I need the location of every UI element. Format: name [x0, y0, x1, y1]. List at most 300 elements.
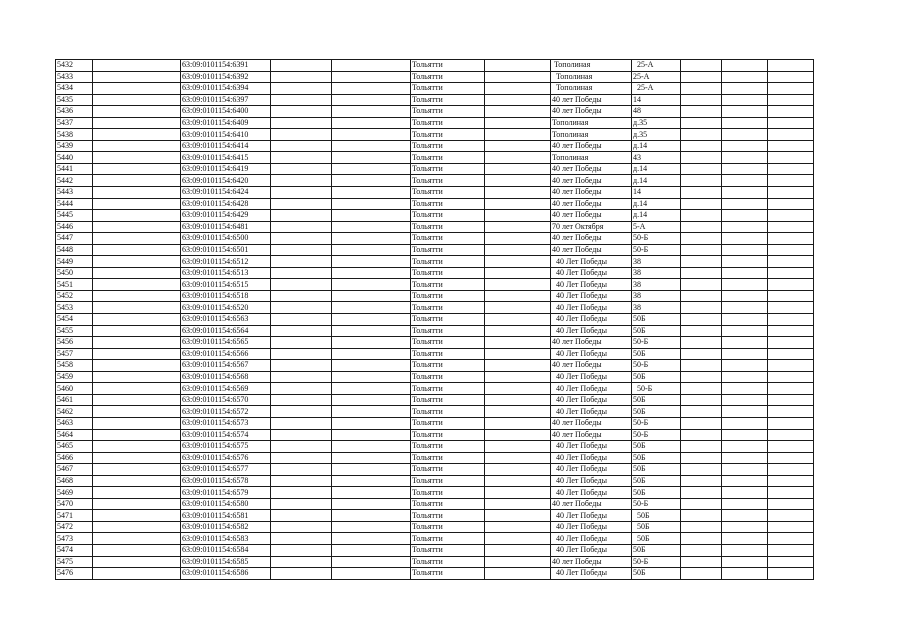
blank-cell-g — [768, 314, 814, 326]
row-number-cell: 5439 — [56, 140, 93, 152]
city-cell: Тольятти — [411, 244, 485, 256]
table-row — [56, 325, 814, 337]
blank-cell-a — [93, 187, 181, 199]
blank-cell-b — [271, 187, 332, 199]
blank-cell-g — [768, 544, 814, 556]
blank-cell-e — [681, 441, 722, 453]
blank-cell-g — [768, 163, 814, 175]
blank-cell-b — [271, 360, 332, 372]
blank-cell-c — [332, 383, 411, 395]
blank-cell-f — [722, 279, 768, 291]
row-number-cell: 5474 — [56, 544, 93, 556]
blank-cell-g — [768, 441, 814, 453]
city-cell: Тольятти — [411, 106, 485, 118]
blank-cell-f — [722, 117, 768, 129]
house-number-cell: 25-А — [632, 83, 681, 95]
house-number-cell: 50Б — [632, 371, 681, 383]
table-row — [56, 198, 814, 210]
blank-cell-g — [768, 267, 814, 279]
row-number-cell: 5435 — [56, 94, 93, 106]
blank-cell-c — [332, 441, 411, 453]
blank-cell-c — [332, 94, 411, 106]
blank-cell-d — [485, 256, 551, 268]
row-number-cell: 5472 — [56, 521, 93, 533]
blank-cell-e — [681, 510, 722, 522]
table-row — [56, 417, 814, 429]
blank-cell-c — [332, 337, 411, 349]
blank-cell-b — [271, 71, 332, 83]
blank-cell-c — [332, 210, 411, 222]
cadastral-number-cell: 63:09:0101154:6573 — [181, 417, 271, 429]
blank-cell-b — [271, 533, 332, 545]
city-cell: Тольятти — [411, 314, 485, 326]
row-number-cell: 5458 — [56, 360, 93, 372]
blank-cell-b — [271, 140, 332, 152]
row-number-cell: 5449 — [56, 256, 93, 268]
blank-cell-a — [93, 544, 181, 556]
row-number-cell: 5461 — [56, 394, 93, 406]
table-row — [56, 348, 814, 360]
table-row — [56, 83, 814, 95]
blank-cell-c — [332, 556, 411, 568]
house-number-cell: 50Б — [632, 452, 681, 464]
cadastral-number-cell: 63:09:0101154:6409 — [181, 117, 271, 129]
blank-cell-g — [768, 244, 814, 256]
blank-cell-d — [485, 83, 551, 95]
blank-cell-a — [93, 106, 181, 118]
blank-cell-b — [271, 152, 332, 164]
blank-cell-g — [768, 117, 814, 129]
table-row — [56, 267, 814, 279]
blank-cell-g — [768, 429, 814, 441]
cadastral-number-cell: 63:09:0101154:6575 — [181, 441, 271, 453]
blank-cell-a — [93, 163, 181, 175]
street-cell: 40 Лет Победы — [551, 302, 632, 314]
blank-cell-f — [722, 348, 768, 360]
table-row — [56, 175, 814, 187]
house-number-cell: д.35 — [632, 117, 681, 129]
blank-cell-a — [93, 417, 181, 429]
blank-cell-f — [722, 556, 768, 568]
city-cell: Тольятти — [411, 544, 485, 556]
street-cell: 40 Лет Победы — [551, 267, 632, 279]
table-row — [56, 475, 814, 487]
blank-cell-b — [271, 429, 332, 441]
blank-cell-d — [485, 140, 551, 152]
city-cell: Тольятти — [411, 371, 485, 383]
blank-cell-a — [93, 279, 181, 291]
cadastral-number-cell: 63:09:0101154:6568 — [181, 371, 271, 383]
blank-cell-g — [768, 187, 814, 199]
row-number-cell: 5465 — [56, 441, 93, 453]
cadastral-number-cell: 63:09:0101154:6563 — [181, 314, 271, 326]
street-cell: 40 лет Победы — [551, 244, 632, 256]
blank-cell-c — [332, 83, 411, 95]
blank-cell-c — [332, 244, 411, 256]
blank-cell-a — [93, 360, 181, 372]
table-row — [56, 383, 814, 395]
blank-cell-e — [681, 140, 722, 152]
city-cell: Тольятти — [411, 233, 485, 245]
blank-cell-f — [722, 198, 768, 210]
row-number-cell: 5466 — [56, 452, 93, 464]
street-cell: Тополиная — [551, 117, 632, 129]
row-number-cell: 5433 — [56, 71, 93, 83]
table-row — [56, 279, 814, 291]
blank-cell-e — [681, 187, 722, 199]
blank-cell-f — [722, 152, 768, 164]
house-number-cell: 50-Б — [632, 244, 681, 256]
row-number-cell: 5476 — [56, 568, 93, 580]
blank-cell-d — [485, 348, 551, 360]
blank-cell-c — [332, 175, 411, 187]
blank-cell-d — [485, 60, 551, 72]
blank-cell-d — [485, 267, 551, 279]
cadastral-number-cell: 63:09:0101154:6501 — [181, 244, 271, 256]
row-number-cell: 5462 — [56, 406, 93, 418]
row-number-cell: 5459 — [56, 371, 93, 383]
table-row — [56, 117, 814, 129]
house-number-cell: 50Б — [632, 464, 681, 476]
row-number-cell: 5473 — [56, 533, 93, 545]
row-number-cell: 5451 — [56, 279, 93, 291]
house-number-cell: 50-Б — [632, 498, 681, 510]
city-cell: Тольятти — [411, 221, 485, 233]
blank-cell-d — [485, 314, 551, 326]
blank-cell-d — [485, 510, 551, 522]
row-number-cell: 5438 — [56, 129, 93, 141]
blank-cell-a — [93, 406, 181, 418]
street-cell: 40 лет Победы — [551, 556, 632, 568]
blank-cell-d — [485, 175, 551, 187]
blank-cell-f — [722, 221, 768, 233]
street-cell: Тополиная — [551, 83, 632, 95]
blank-cell-a — [93, 394, 181, 406]
house-number-cell: 38 — [632, 267, 681, 279]
blank-cell-c — [332, 521, 411, 533]
blank-cell-a — [93, 510, 181, 522]
blank-cell-g — [768, 210, 814, 222]
table-row — [56, 371, 814, 383]
blank-cell-c — [332, 290, 411, 302]
street-cell: 40 Лет Победы — [551, 406, 632, 418]
blank-cell-a — [93, 129, 181, 141]
blank-cell-e — [681, 337, 722, 349]
blank-cell-a — [93, 452, 181, 464]
blank-cell-f — [722, 371, 768, 383]
blank-cell-e — [681, 233, 722, 245]
street-cell: 40 лет Победы — [551, 198, 632, 210]
blank-cell-b — [271, 521, 332, 533]
table-row — [56, 290, 814, 302]
blank-cell-g — [768, 279, 814, 291]
blank-cell-b — [271, 129, 332, 141]
blank-cell-g — [768, 94, 814, 106]
cadastral-number-cell: 63:09:0101154:6424 — [181, 187, 271, 199]
city-cell: Тольятти — [411, 348, 485, 360]
blank-cell-f — [722, 106, 768, 118]
house-number-cell: д.14 — [632, 163, 681, 175]
blank-cell-b — [271, 117, 332, 129]
blank-cell-c — [332, 302, 411, 314]
blank-cell-e — [681, 314, 722, 326]
blank-cell-f — [722, 452, 768, 464]
blank-cell-g — [768, 152, 814, 164]
blank-cell-e — [681, 487, 722, 499]
blank-cell-a — [93, 475, 181, 487]
cadastral-number-cell: 63:09:0101154:6586 — [181, 568, 271, 580]
blank-cell-c — [332, 498, 411, 510]
blank-cell-b — [271, 175, 332, 187]
blank-cell-g — [768, 510, 814, 522]
row-number-cell: 5455 — [56, 325, 93, 337]
cadastral-number-cell: 63:09:0101154:6481 — [181, 221, 271, 233]
table-row — [56, 464, 814, 476]
blank-cell-e — [681, 152, 722, 164]
blank-cell-g — [768, 394, 814, 406]
blank-cell-d — [485, 417, 551, 429]
table-row — [56, 406, 814, 418]
row-number-cell: 5450 — [56, 267, 93, 279]
blank-cell-c — [332, 60, 411, 72]
blank-cell-a — [93, 267, 181, 279]
blank-cell-b — [271, 556, 332, 568]
row-number-cell: 5469 — [56, 487, 93, 499]
blank-cell-e — [681, 256, 722, 268]
blank-cell-b — [271, 210, 332, 222]
blank-cell-e — [681, 544, 722, 556]
blank-cell-b — [271, 198, 332, 210]
table-row — [56, 233, 814, 245]
street-cell: 40 Лет Победы — [551, 290, 632, 302]
house-number-cell: 50Б — [632, 510, 681, 522]
table-row — [56, 556, 814, 568]
street-cell: 40 лет Победы — [551, 429, 632, 441]
city-cell: Тольятти — [411, 406, 485, 418]
table-row — [56, 314, 814, 326]
house-number-cell: 50Б — [632, 521, 681, 533]
blank-cell-c — [332, 452, 411, 464]
blank-cell-f — [722, 256, 768, 268]
blank-cell-f — [722, 533, 768, 545]
house-number-cell: 25-А — [632, 60, 681, 72]
blank-cell-b — [271, 371, 332, 383]
house-number-cell: 50Б — [632, 325, 681, 337]
blank-cell-g — [768, 302, 814, 314]
table-row — [56, 129, 814, 141]
blank-cell-e — [681, 71, 722, 83]
blank-cell-a — [93, 244, 181, 256]
row-number-cell: 5456 — [56, 337, 93, 349]
street-cell: Тополиная — [551, 60, 632, 72]
cadastral-number-cell: 63:09:0101154:6500 — [181, 233, 271, 245]
blank-cell-e — [681, 129, 722, 141]
table-row — [56, 360, 814, 372]
blank-cell-g — [768, 533, 814, 545]
street-cell: 40 лет Победы — [551, 94, 632, 106]
street-cell: 40 лет Победы — [551, 140, 632, 152]
house-number-cell: 50Б — [632, 487, 681, 499]
city-cell: Тольятти — [411, 279, 485, 291]
cadastral-number-cell: 63:09:0101154:6428 — [181, 198, 271, 210]
blank-cell-f — [722, 94, 768, 106]
blank-cell-c — [332, 568, 411, 580]
blank-cell-e — [681, 464, 722, 476]
blank-cell-a — [93, 429, 181, 441]
blank-cell-e — [681, 348, 722, 360]
blank-cell-f — [722, 210, 768, 222]
house-number-cell: 38 — [632, 302, 681, 314]
house-number-cell: 50-Б — [632, 556, 681, 568]
city-cell: Тольятти — [411, 521, 485, 533]
row-number-cell: 5468 — [56, 475, 93, 487]
cadastral-number-cell: 63:09:0101154:6414 — [181, 140, 271, 152]
cadastral-number-cell: 63:09:0101154:6400 — [181, 106, 271, 118]
blank-cell-f — [722, 175, 768, 187]
cadastral-number-cell: 63:09:0101154:6581 — [181, 510, 271, 522]
city-cell: Тольятти — [411, 429, 485, 441]
blank-cell-f — [722, 360, 768, 372]
table-row — [56, 544, 814, 556]
blank-cell-e — [681, 267, 722, 279]
blank-cell-a — [93, 290, 181, 302]
row-number-cell: 5437 — [56, 117, 93, 129]
blank-cell-e — [681, 221, 722, 233]
table-row — [56, 256, 814, 268]
city-cell: Тольятти — [411, 256, 485, 268]
blank-cell-d — [485, 117, 551, 129]
house-number-cell: д.14 — [632, 140, 681, 152]
table-row — [56, 394, 814, 406]
house-number-cell: 50Б — [632, 568, 681, 580]
blank-cell-a — [93, 221, 181, 233]
city-cell: Тольятти — [411, 568, 485, 580]
blank-cell-b — [271, 244, 332, 256]
blank-cell-e — [681, 371, 722, 383]
blank-cell-f — [722, 302, 768, 314]
street-cell: 40 Лет Победы — [551, 441, 632, 453]
house-number-cell: 14 — [632, 94, 681, 106]
table-row — [56, 210, 814, 222]
table-row — [56, 94, 814, 106]
house-number-cell: 50Б — [632, 544, 681, 556]
house-number-cell: д.14 — [632, 175, 681, 187]
city-cell: Тольятти — [411, 475, 485, 487]
blank-cell-b — [271, 325, 332, 337]
blank-cell-f — [722, 129, 768, 141]
city-cell: Тольятти — [411, 140, 485, 152]
cadastral-number-cell: 63:09:0101154:6582 — [181, 521, 271, 533]
blank-cell-g — [768, 290, 814, 302]
blank-cell-b — [271, 290, 332, 302]
row-number-cell: 5457 — [56, 348, 93, 360]
cadastral-number-cell: 63:09:0101154:6570 — [181, 394, 271, 406]
blank-cell-c — [332, 544, 411, 556]
blank-cell-g — [768, 475, 814, 487]
blank-cell-f — [722, 464, 768, 476]
blank-cell-c — [332, 106, 411, 118]
blank-cell-e — [681, 475, 722, 487]
table-row — [56, 71, 814, 83]
blank-cell-b — [271, 510, 332, 522]
blank-cell-e — [681, 406, 722, 418]
house-number-cell: 50Б — [632, 441, 681, 453]
blank-cell-e — [681, 175, 722, 187]
street-cell: 40 Лет Победы — [551, 348, 632, 360]
blank-cell-g — [768, 71, 814, 83]
blank-cell-d — [485, 441, 551, 453]
street-cell: 40 лет Победы — [551, 337, 632, 349]
blank-cell-b — [271, 383, 332, 395]
cadastral-number-cell: 63:09:0101154:6520 — [181, 302, 271, 314]
blank-cell-b — [271, 452, 332, 464]
blank-cell-g — [768, 371, 814, 383]
city-cell: Тольятти — [411, 198, 485, 210]
blank-cell-e — [681, 117, 722, 129]
blank-cell-f — [722, 244, 768, 256]
blank-cell-d — [485, 302, 551, 314]
table-row — [56, 337, 814, 349]
blank-cell-a — [93, 140, 181, 152]
blank-cell-f — [722, 475, 768, 487]
city-cell: Тольятти — [411, 60, 485, 72]
city-cell: Тольятти — [411, 83, 485, 95]
street-cell: 40 Лет Победы — [551, 510, 632, 522]
blank-cell-f — [722, 163, 768, 175]
blank-cell-c — [332, 117, 411, 129]
blank-cell-g — [768, 464, 814, 476]
street-cell: 40 лет Победы — [551, 417, 632, 429]
cadastral-number-cell: 63:09:0101154:6419 — [181, 163, 271, 175]
cadastral-number-cell: 63:09:0101154:6513 — [181, 267, 271, 279]
city-cell: Тольятти — [411, 302, 485, 314]
registry-table — [55, 59, 814, 580]
blank-cell-a — [93, 94, 181, 106]
cadastral-number-cell: 63:09:0101154:6576 — [181, 452, 271, 464]
row-number-cell: 5463 — [56, 417, 93, 429]
blank-cell-d — [485, 94, 551, 106]
city-cell: Тольятти — [411, 441, 485, 453]
cadastral-number-cell: 63:09:0101154:6580 — [181, 498, 271, 510]
row-number-cell: 5432 — [56, 60, 93, 72]
blank-cell-d — [485, 290, 551, 302]
blank-cell-e — [681, 394, 722, 406]
blank-cell-b — [271, 279, 332, 291]
table-row — [56, 60, 814, 72]
blank-cell-b — [271, 348, 332, 360]
house-number-cell: 5-А — [632, 221, 681, 233]
street-cell: 40 Лет Победы — [551, 394, 632, 406]
blank-cell-d — [485, 325, 551, 337]
city-cell: Тольятти — [411, 487, 485, 499]
blank-cell-a — [93, 325, 181, 337]
blank-cell-a — [93, 441, 181, 453]
house-number-cell: 50-Б — [632, 383, 681, 395]
blank-cell-e — [681, 244, 722, 256]
blank-cell-d — [485, 233, 551, 245]
blank-cell-b — [271, 163, 332, 175]
row-number-cell: 5448 — [56, 244, 93, 256]
blank-cell-d — [485, 210, 551, 222]
table-row — [56, 244, 814, 256]
table-body — [56, 60, 814, 580]
city-cell: Тольятти — [411, 556, 485, 568]
blank-cell-g — [768, 256, 814, 268]
blank-cell-g — [768, 60, 814, 72]
city-cell: Тольятти — [411, 383, 485, 395]
blank-cell-f — [722, 487, 768, 499]
blank-cell-g — [768, 417, 814, 429]
